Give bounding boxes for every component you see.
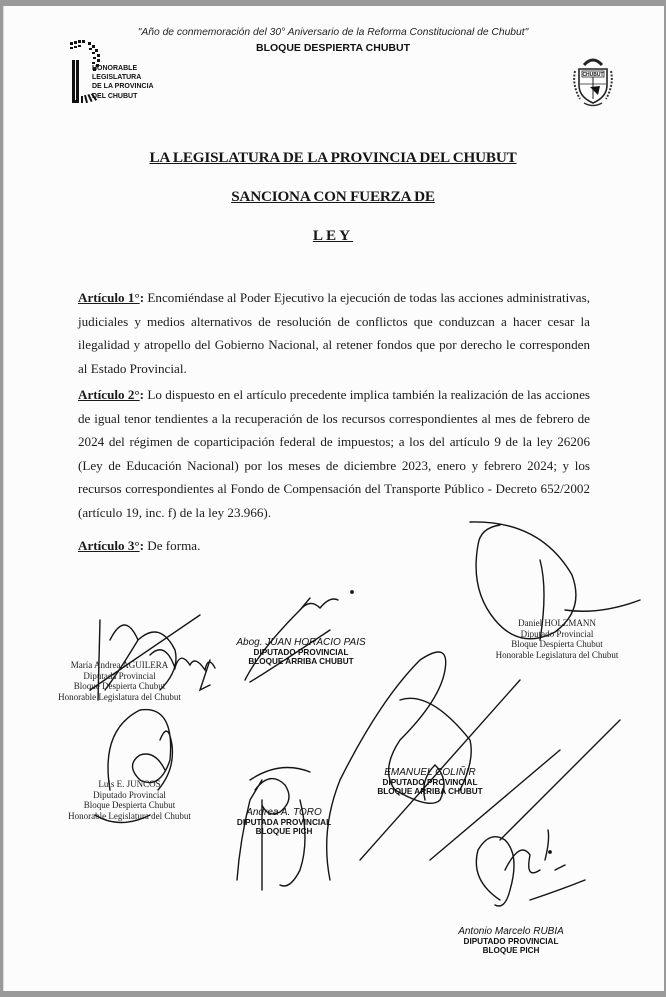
signer-role: DIPUTADO PROVINCIAL — [463, 936, 559, 946]
header-motto: "Año de conmemoración del 30° Aniversario de la Reforma Constitucional de Chubut" — [137, 27, 529, 38]
signer-role: DIPUTADA PROVINCIAL — [236, 817, 332, 827]
signature-block-juncos — [62, 779, 197, 821]
article-1-label: Artículo 1° — [78, 290, 140, 305]
signer-bloc: BLOQUE PICH — [255, 827, 313, 836]
shield-label: CHUBUT — [582, 72, 604, 78]
signer-name: Luis E. JUNCOS — [98, 779, 161, 789]
signer-role: DIPUTADO PROVINCIAL — [253, 647, 349, 657]
signer-name: Antonio Marcelo RUBIA — [458, 926, 564, 937]
signer-role: Diputado Provincial — [93, 789, 166, 800]
signer-role: DIPUTADO PROVINCIAL — [382, 777, 478, 787]
signer-institution: Honorable Legislatura del Chubut — [495, 649, 619, 660]
signer-role: Diputada Provincial — [83, 670, 156, 681]
logo-line: DE LA PROVINCIA — [92, 83, 154, 91]
article-2-text: Lo dispuesto en el artículo precedente implica también la realización de las acciones de igual tenor tendientes a la recuperación de los recursos correspondientes al mes de febrero de 2024 del régimen de coparticipación federal de impuestos; a los del artículo 9 de la ley 26206 (Ley de Educación Nacional) por los meses de diciembre 2023, enero y febrero 2024; y los recursos correspondientes al Fondo de Compensación del Transporte Público - Decreto 652/2002 (artículo 19, inc. f) de la ley 23.966). — [78, 387, 590, 520]
title-ley: LEY — [312, 227, 354, 244]
article-3-label: Artículo 3° — [78, 538, 140, 553]
header-bloque: BLOQUE DESPIERTA CHUBUT — [255, 42, 410, 54]
logo-line: LEGISLATURA — [92, 74, 142, 82]
signer-bloc: BLOQUE ARRIBA CHUBUT — [248, 657, 354, 666]
signature-block-pais — [236, 638, 366, 667]
signature-block-colinir — [360, 768, 500, 797]
signer-name: Daniel HOLZMANN — [518, 618, 596, 628]
signer-bloc: BLOQUE PICH — [482, 946, 540, 955]
signature-block-rubia — [446, 927, 576, 956]
article-3: Artículo 3°: De forma. — [78, 538, 201, 553]
title-sanciona: SANCIONA CON FUERZA DE — [231, 188, 435, 205]
signer-bloc: Bloque Despierta Chubut — [73, 681, 166, 691]
signer-name: EMANUEL COLIÑIR — [384, 767, 476, 778]
signer-bloc: BLOQUE ARRIBA CHUBUT — [377, 787, 483, 796]
signature-block-toro — [228, 808, 340, 837]
signer-institution: Honorable Legislatura del Chubut — [68, 810, 191, 821]
chubut-shield-icon — [570, 53, 616, 109]
legislature-logo-text — [92, 64, 154, 101]
title-legislatura: LA LEGISLATURA DE LA PROVINCIA DEL CHUBUT — [149, 149, 517, 166]
signer-name: María Andrea AGUILERA — [70, 660, 169, 670]
signer-name: Abog. JUAN HORACIO PAIS — [236, 637, 366, 648]
article-3-text: De forma. — [143, 538, 201, 553]
signer-bloc: Bloque Despierta Chubut — [83, 800, 176, 810]
signature-block-aguilera — [52, 660, 187, 702]
signature-block-holzmann — [482, 618, 632, 660]
logo-line: DEL CHUBUT — [92, 92, 138, 100]
article-2-label: Artículo 2° — [78, 387, 140, 402]
article-1-text: Encomiéndase al Poder Ejecutivo la ejecución de todas las acciones administrativas, judiciales y medios alternativos de resolución de conflictos que conduzcan a hacer cesar la ilegalidad y atropello del Gobierno Nacional, al retener fondos que por derecho le corresponden al Estado Provincial. — [78, 290, 590, 376]
article-1: Artículo 1°: Encomiéndase al Poder Ejecutivo la ejecución de todas las acciones administrativas, judiciales y medios alternativos de resolución de conflictos que conduzcan a hacer cesar la ilegalidad y atropello del Gobierno Nacional, al retener fondos que por derecho le corresponden al Estado Provincial. — [78, 290, 590, 376]
logo-line: HONORABLE — [92, 65, 138, 72]
signer-institution: Honorable Legislatura del Chubut — [58, 691, 181, 702]
signer-bloc: Bloque Despierta Chubut — [511, 639, 603, 649]
signer-role: Diputado Provincial — [520, 628, 594, 639]
signer-name: Andrea A. TORO — [246, 807, 322, 818]
article-2: Artículo 2°: Lo dispuesto en el artículo precedente implica también la realización de las acciones de igual tenor tendientes a la recuperación de los recursos correspondientes al mes de febrero de 2024 del régimen de coparticipación federal de impuestos; a los del artículo 9 de la ley 26206 (Ley de Educación Nacional) por los meses de diciembre 2023, enero y febrero 2024; y los recursos correspondientes al Fondo de Compensación del Transporte Público - Decreto 652/2002 (artículo 19, inc. f) de la ley 23.966). — [78, 387, 590, 520]
